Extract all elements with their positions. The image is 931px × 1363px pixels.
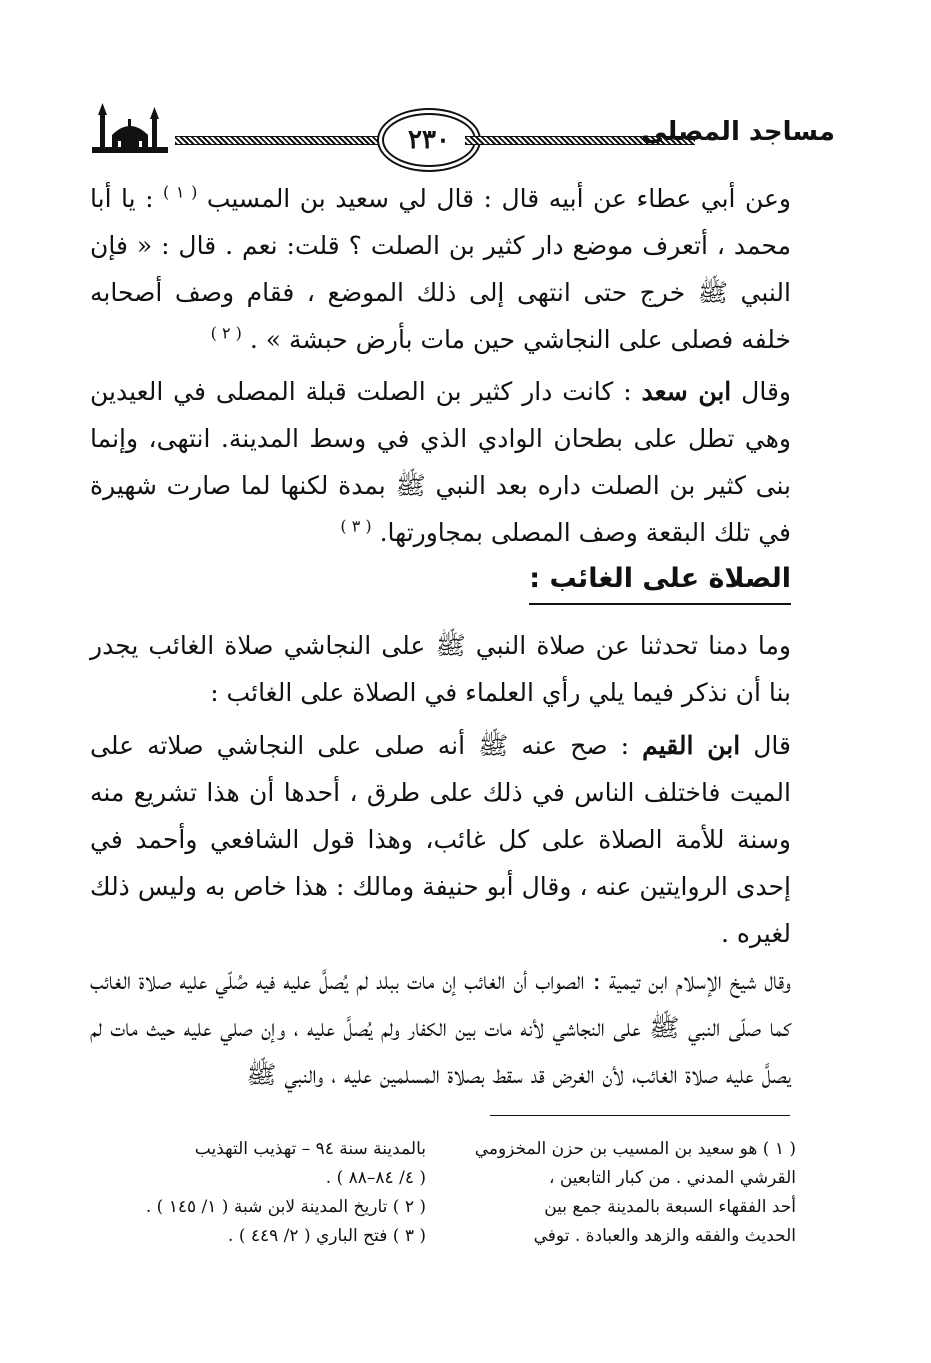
footnote-line: ( ٣ ) فتح الباري ( ٢/ ٤٤٩ ) .	[228, 1226, 426, 1246]
mosque-icon	[90, 97, 170, 155]
section-heading: الصلاة على الغائب :	[529, 557, 791, 605]
paragraph-1	[90, 175, 791, 363]
footnote-ref-3: ( ٣ )	[340, 516, 372, 536]
footnote-line: القرشي المدني . من كبار التابعين ،	[548, 1168, 796, 1188]
paragraph-4-intro: قال	[753, 731, 791, 760]
paragraph-1-text-b: : يا أبا محمد ، أتعرف موضع دار كثير بن الصلت ؟ قلت: نعم . قال : « فإن النبي ﷺ خرج حتى انتهى إلى ذلك الموضع ، فقام وصف أصحابه خلفه فصلى على النجاشي حين مات بأرض حبشة » .	[90, 184, 792, 354]
paragraph-4-text-1: : صح عنه ﷺ أنه صلى على النجاشي صلاته على الميت فاختلف الناس في ذلك على طرق ، أحدها أن هذا تشريع منه وسنة للأمة الصلاة على كل غائب، وهذا قول الشافعي وأحمد في إحدى الروايتين عنه ، وقال أبو حنيفة ومالك : هذا خاص به وليس ذلك لغيره .	[90, 731, 791, 948]
footnote-line: الحديث والفقه والزهد والعبادة . توفي	[533, 1226, 796, 1246]
paragraph-3: وما دمنا تحدثنا عن صلاة النبي ﷺ على النجاشي صلاة الغائب يجدر بنا أن نذكر فيما يلي رأي العلماء في الصلاة على الغائب :	[90, 631, 791, 707]
paragraph-4-part-1	[90, 722, 791, 957]
paragraph-2-intro: وقال	[741, 377, 791, 406]
paragraph-4-author: ابن القيم	[642, 731, 741, 760]
paragraph-2-text: : كانت دار كثير بن الصلت قبلة المصلى في العيدين وهي تطل على بطحان الوادي الذي في وسط المدينة. انتهى، وإنما بنى كثير بن الصلت داره بعد النبي ﷺ بمدة لكنها لما صارت شهيرة في تلك البقعة وصف المصلى بمجاورتها.	[90, 377, 791, 547]
footnote-line: ( ٤/ ٨٤–٨٨ ) .	[325, 1168, 426, 1188]
header-rule-left	[175, 136, 385, 145]
footnote-line: ( ١ ) هو سعيد بن المسيب بن حزن المخزومي	[474, 1139, 796, 1159]
footnote-line: أحد الفقهاء السبعة بالمدينة جمع بين	[544, 1197, 796, 1217]
paragraph-4	[90, 722, 791, 1098]
page-header	[90, 95, 835, 165]
book-title: مساجد المصلى	[641, 117, 835, 147]
footnote-ref-1: ( ١ )	[163, 182, 198, 202]
paragraph-2	[90, 368, 791, 556]
paragraph-2-author: ابن سعد	[641, 377, 732, 406]
footnote-ref-2: ( ٢ )	[210, 323, 242, 343]
footnotes-right-column	[466, 1135, 796, 1251]
footnote-line: بالمدينة سنة ٩٤ – تهذيب التهذيب	[194, 1139, 426, 1159]
paragraph-4-part-2: وقال شيخ الإسلام ابن تيمية : الصواب أن الغائب إن مات ببلد لم يُصلَّ عليه فيه صُلّي عليه صلاة الغائب كما صلّى النبي ﷺ على النجاشي لأنه مات بين الكفار ولم يُصلَّ عليه ، وإن صلي عليه حيث مات لم يصلَّ عليه صلاة الغائب، لأن الغرض قد سقط بصلاة المسلمين عليه ، والنبي ﷺ	[90, 966, 791, 1089]
footnote-line: ( ٢ ) تاريخ المدينة لابن شبة ( ١/ ١٤٥ ) .	[145, 1197, 426, 1217]
footnotes-left-column	[81, 1135, 426, 1251]
page-number: ٢٣٠	[382, 113, 476, 167]
footnote-separator	[490, 1115, 790, 1116]
paragraph-1-text-a: وعن أبي عطاء عن أبيه قال : قال لي سعيد بن المسيب	[206, 184, 792, 213]
